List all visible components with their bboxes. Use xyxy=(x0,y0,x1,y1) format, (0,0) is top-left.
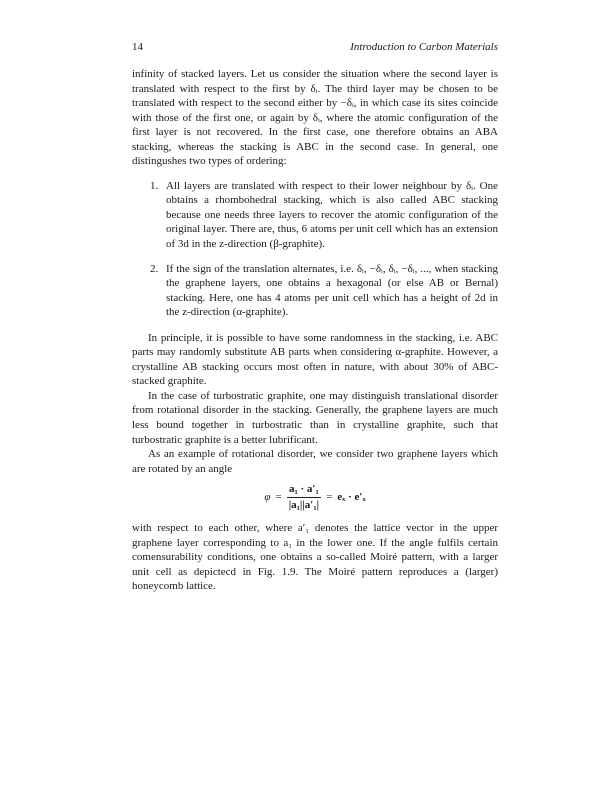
running-title: Introduction to Carbon Materials xyxy=(350,41,498,53)
paragraph-3: In the case of turbostratic graphite, one may distinguish translational disorder from rotational disorder in the stacking. Generally, the graphene layers are much less bound together in turbostratic than in crystalline graphite, such that turbostratic graphite is a better lubrificant. xyxy=(132,389,498,446)
list-item-text: If the sign of the translation alternates, i.e. δᵢ, −δᵢ, δᵢ, −δᵢ, ..., when stacking the graphene layers, one obtains a hexagonal (or else AB or Bernal) stacking. Here, one has 4 atoms per unit cell which has a height of 2d in the z-direction (α-graphite). xyxy=(166,262,498,319)
ordered-list xyxy=(132,179,498,320)
page-body xyxy=(132,67,498,594)
paragraph-4: As an example of rotational disorder, we consider two graphene layers which are rotated by an angle xyxy=(132,448,498,475)
equation-numerator: a₁ · a′₁ xyxy=(287,483,321,498)
list-item-number: 2. xyxy=(150,262,159,275)
equation-fraction xyxy=(287,483,321,512)
equation-rhs: eₓ · e′ₓ xyxy=(337,491,366,504)
list-item xyxy=(132,179,498,252)
equation-denominator: |a₁||a′₁| xyxy=(288,499,320,512)
displayed-equation xyxy=(132,483,498,512)
paragraph-5: with respect to each other, where a′₁ denotes the lattice vector in the upper graphene layer corresponding to a₁ in the lower one. If the angle fulfils certain comensurability conditions, one obtains a so-called Moiré pattern, with a larger unit cell as depictecd in Fig. 1.9. The Moiré pattern reproduces a (larger) honeycomb lattice. xyxy=(132,522,498,593)
equation-phi: φ xyxy=(264,491,271,504)
page-header xyxy=(132,41,498,53)
page-number: 14 xyxy=(132,41,143,53)
paragraph-2: In principle, it is possible to have some randomness in the stacking, i.e. ABC parts may randomly substitute AB parts when considering α-graphite. However, a crystalline AB stacking occurs most often in nature, with about 30% of ABC-stacked graphite. xyxy=(132,331,498,388)
list-item-number: 1. xyxy=(150,179,159,192)
equation-equals: = xyxy=(326,491,333,504)
equation-equals: = xyxy=(275,491,282,504)
paragraph-1: infinity of stacked layers. Let us consider the situation where the second layer is translated with respect to the first by δᵢ. The third layer may be chosen to be translated with respect to the second either by −δᵢ, in which case its sites coincide with those of the first one, or again by δᵢ, where the atomic configuration of the first layer is not recovered. In the first case, one therefore obtains an ABA stacking, whereas the stacking is ABC in the second case. In general, one distingushes two types of ordering: xyxy=(132,68,498,168)
list-item-text: All layers are translated with respect to their lower neighbour by δᵢ. One obtains a rhombohedral stacking, which is also called ABC stacking because one needs three layers to recover the atomic configuration of the original layer. There are, thus, 6 atoms per unit cell which has an extension of 3d in the z-direction (β-graphite). xyxy=(166,179,498,251)
list-item xyxy=(132,262,498,320)
